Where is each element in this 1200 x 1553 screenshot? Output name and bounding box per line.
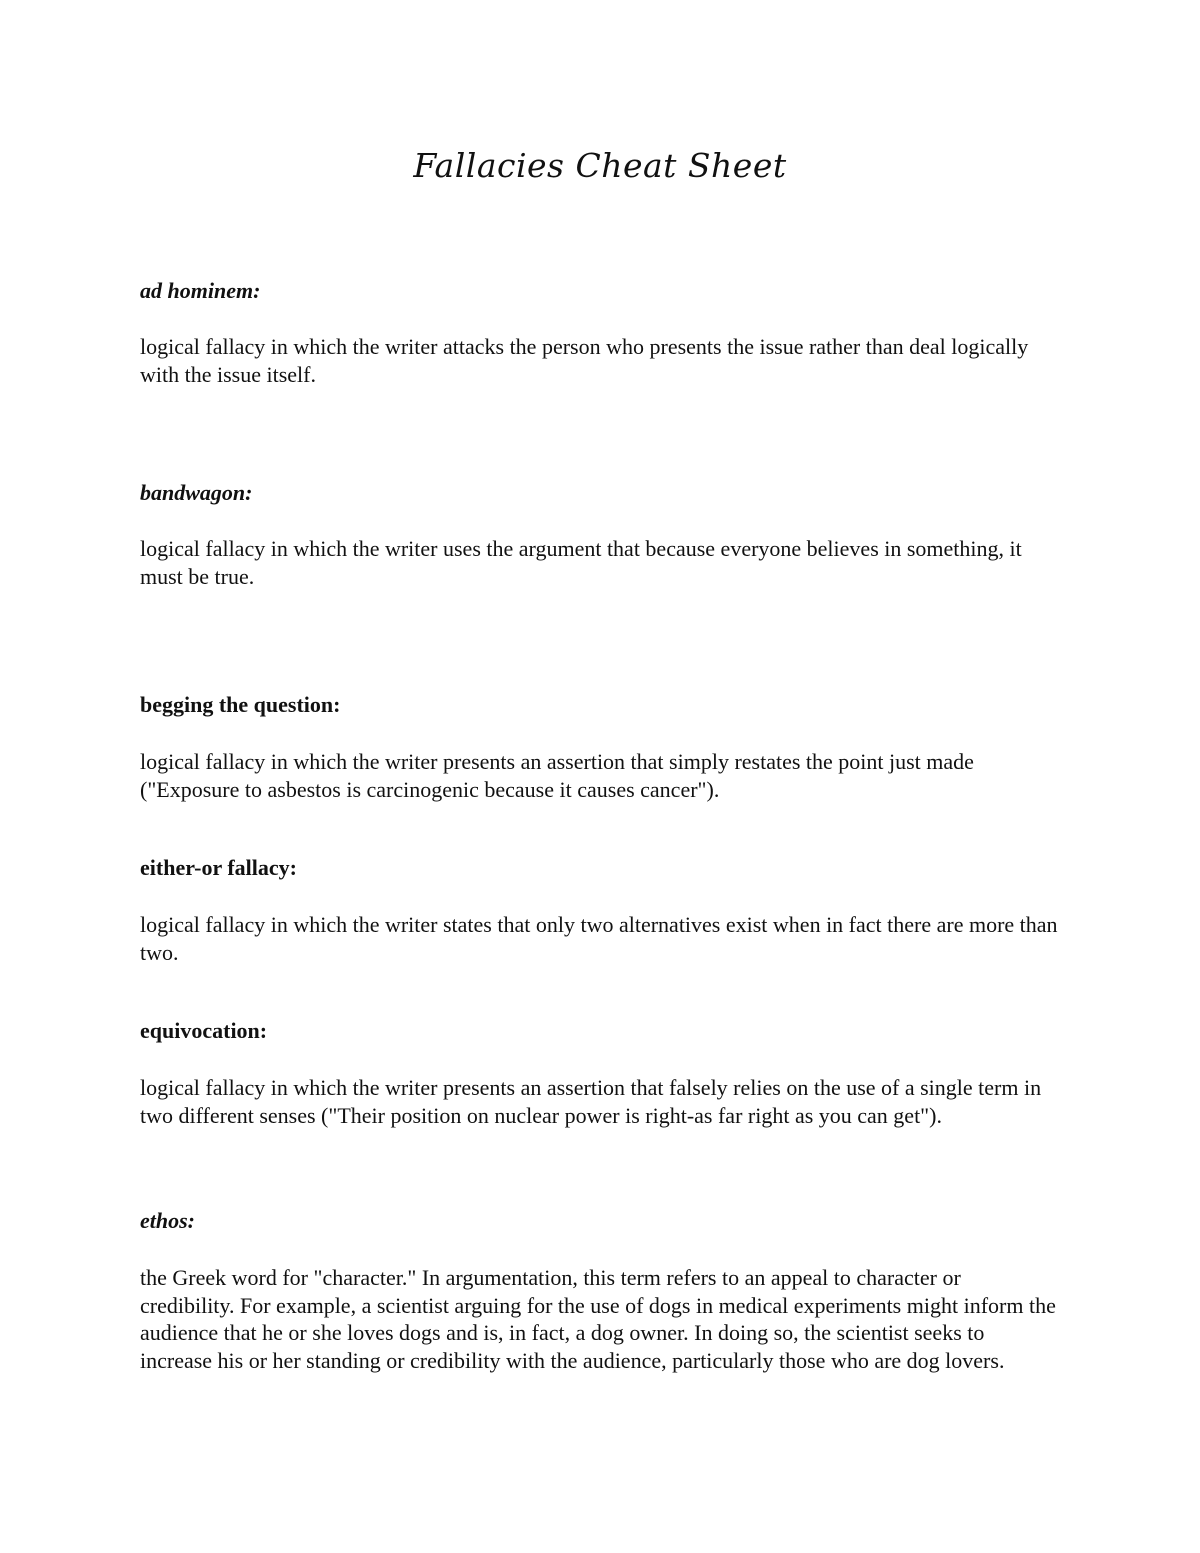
term-ethos: ethos: (140, 1208, 195, 1233)
term-equivocation: equivocation: (140, 1018, 268, 1043)
definition-ethos: the Greek word for "character." In argumentation, this term refers to an appeal to character or credibility. For example, a scientist arguing for the use of dogs in medical experiments might inform the audience that he or she loves dogs and is, in fact, a dog owner. In doing so, the scientist seeks to increase his or her standing or credibility with the audience, particularly those who are dog lovers. (140, 1265, 1056, 1373)
definition-bandwagon: logical fallacy in which the writer uses the argument that because everyone believes in something, it must be true. (140, 536, 1022, 589)
term-bandwagon: bandwagon: (140, 480, 253, 505)
term-begging-the-question: begging the question: (140, 692, 341, 717)
page-title: Fallacies Cheat Sheet (413, 146, 787, 185)
term-either-or-fallacy: either-or fallacy: (140, 855, 297, 880)
definition-either-or-fallacy: logical fallacy in which the writer states that only two alternatives exist when in fact there are more than two. (140, 912, 1058, 965)
definition-ad-hominem: logical fallacy in which the writer attacks the person who presents the issue rather than deal logically with the issue itself. (140, 334, 1029, 387)
term-ad-hominem: ad hominem: (140, 278, 261, 303)
definition-equivocation: logical fallacy in which the writer presents an assertion that falsely relies on the use of a single term in two different senses ("Their position on nuclear power is right-as far right as you can get"). (140, 1075, 1042, 1128)
definition-begging-the-question: logical fallacy in which the writer presents an assertion that simply restates the point just made ("Exposure to asbestos is carcinogenic because it causes cancer"). (140, 749, 974, 802)
